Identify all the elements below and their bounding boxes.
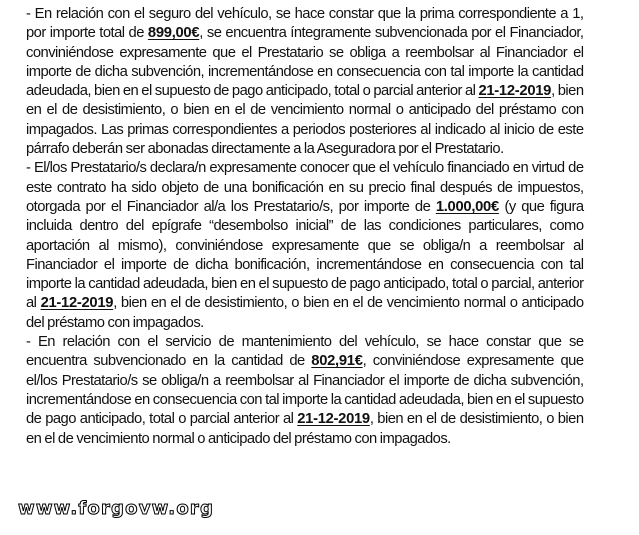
segment-text: - En relación con el seguro del vehículo, se hace constar que la prima correspondiente a 1, por importe total de — [26, 5, 584, 42]
segment-text: , bien en el de desistimiento, o bien en el de vencimiento normal o anticipado del préstamo con impagados. — [26, 294, 584, 331]
segment-text: - El/los Prestatario/s declara/n expresamente conocer que el vehículo financiado en virtud de este contrato ha sido objeto de una bonificación en su precio final después de impuestos, otorgada por el Financiador al/a los Prestatario/s, por importe de — [26, 159, 584, 215]
contract-clauses — [26, 4, 584, 448]
amount-bonificacion: 1.000,00€ — [435, 197, 499, 215]
date-limit: 21-12-2019 — [478, 82, 552, 100]
paragraph-bonificacion — [26, 158, 584, 332]
segment-text: , bien en el de desistimiento, o bien en el de vencimiento normal o anticipado del préstamo con impagados. Las primas correspondientes a periodos posteriores al indicado al inicio de este párrafo deberán ser abonadas directamente a la Aseguradora por el Prestatario. — [26, 82, 584, 158]
paragraph-mantenimiento — [26, 332, 584, 448]
date-limit: 21-12-2019 — [40, 294, 114, 312]
amount-mantenimiento: 802,91€ — [311, 352, 363, 370]
segment-text: , se encuentra íntegramente subvencionada por el Financiador, conviniéndose expresamente que el Prestatario se obliga a reembolsar al Financiador el importe de dicha subvención, incrementándose en consecuencia con tal importe la cantidad adeudada, bien en el supuesto de pago anticipado, total o parcial anterior al — [26, 24, 584, 100]
site-watermark: www.forgovw.org — [18, 498, 215, 519]
segment-text: , conviniéndose expresamente que el/los Prestatario/s se obliga/n a reembolsar al Financiador el importe de dicha subvención, incrementándose en consecuencia con tal importe la cantidad adeudada, bien en el supuesto de pago anticipado, total o parcial anterior al — [26, 352, 584, 428]
segment-text: (y que figura incluida dentro del epígrafe “desembolso inicial” de las condiciones particulares, como aportación al mismo), conviniéndose expresamente que se obliga/n a reembolsar al Financiador el importe de dicha bonificación, incrementándose en consecuencia con tal importe la cantidad adeudada, bien en el supuesto de pago anticipado, total o parcial, anterior al — [26, 197, 584, 312]
date-limit: 21-12-2019 — [297, 410, 370, 428]
segment-text: , bien en el de desistimiento, o bien en el de vencimiento normal o anticipado del préstamo con impagados. — [26, 410, 584, 447]
paragraph-seguro — [26, 4, 584, 158]
segment-text: - En relación con el servicio de mantenimiento del vehículo, se hace constar que se encuentra subvencionado en la cantidad de — [26, 333, 584, 370]
amount-prima: 899,00€ — [147, 24, 200, 42]
